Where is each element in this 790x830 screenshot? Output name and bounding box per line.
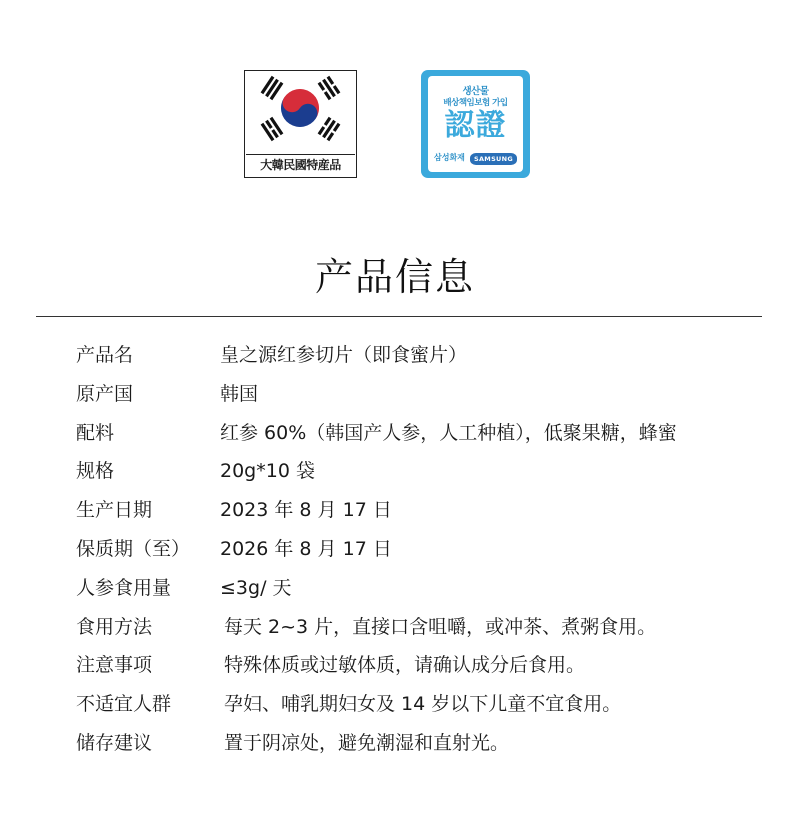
info-row-ginseng-amount	[76, 569, 756, 608]
page-title: 产品信息	[314, 255, 475, 299]
info-label: 不适宜人群	[76, 693, 172, 716]
info-row-production-date	[76, 491, 756, 530]
info-label: 储存建议	[76, 731, 153, 754]
info-value: 韩国	[220, 382, 259, 405]
korean-flag-icon	[245, 71, 356, 155]
cert-main-text: 認證	[444, 108, 507, 143]
info-row-spec	[76, 452, 756, 491]
info-value: 2023 年 8 月 17 日	[220, 499, 392, 522]
certification-badge	[421, 70, 530, 178]
korean-flag-badge	[244, 70, 357, 178]
badge-row	[0, 70, 790, 182]
info-row-expiry-date	[76, 530, 756, 569]
info-row-ingredients	[76, 414, 756, 453]
info-value: ≤3g/ 天	[220, 576, 292, 599]
info-value: 孕妇、哺乳期妇女及 14 岁以下儿童不宜食用。	[224, 693, 622, 716]
flag-caption: 大韓民國特産品	[246, 154, 355, 176]
info-label: 生产日期	[76, 499, 153, 522]
info-value: 20g*10 袋	[220, 460, 315, 483]
info-value: 皇之源红参切片（即食蜜片）	[220, 344, 468, 366]
info-row-usage	[76, 608, 756, 647]
info-row-storage	[76, 724, 756, 763]
info-label: 食用方法	[76, 615, 153, 638]
info-label: 保质期（至）	[76, 537, 191, 560]
info-row-product-name	[76, 336, 756, 375]
info-label: 产品名	[76, 344, 134, 366]
samsung-logo: SAMSUNG	[470, 153, 517, 165]
cert-line-1: 생산물	[462, 86, 489, 97]
info-value: 每天 2~3 片，直接口含咀嚼，或冲茶、煮粥食用。	[224, 615, 657, 638]
info-value: 置于阴凉处，避免潮湿和直射光。	[224, 731, 510, 754]
info-label: 配料	[76, 421, 115, 444]
info-label: 原产国	[76, 382, 134, 405]
info-value: 特殊体质或过敏体质，请确认成分后食用。	[224, 654, 586, 677]
info-row-origin	[76, 375, 756, 414]
info-label: 注意事项	[76, 654, 153, 677]
cert-company: 삼성화재	[434, 153, 465, 162]
divider	[36, 316, 762, 317]
info-value: 红参 60%（韩国产人参，人工种植），低聚果糖，蜂蜜	[220, 421, 677, 444]
certification-panel	[428, 76, 523, 172]
info-label: 人参食用量	[76, 576, 172, 599]
cert-line-2: 배상책임보험 가입	[443, 98, 508, 108]
info-row-cautions	[76, 646, 756, 685]
info-label: 规格	[76, 460, 115, 483]
info-row-unsuitable-groups	[76, 685, 756, 724]
product-info-table	[76, 336, 756, 763]
info-value: 2026 年 8 月 17 日	[220, 537, 392, 560]
